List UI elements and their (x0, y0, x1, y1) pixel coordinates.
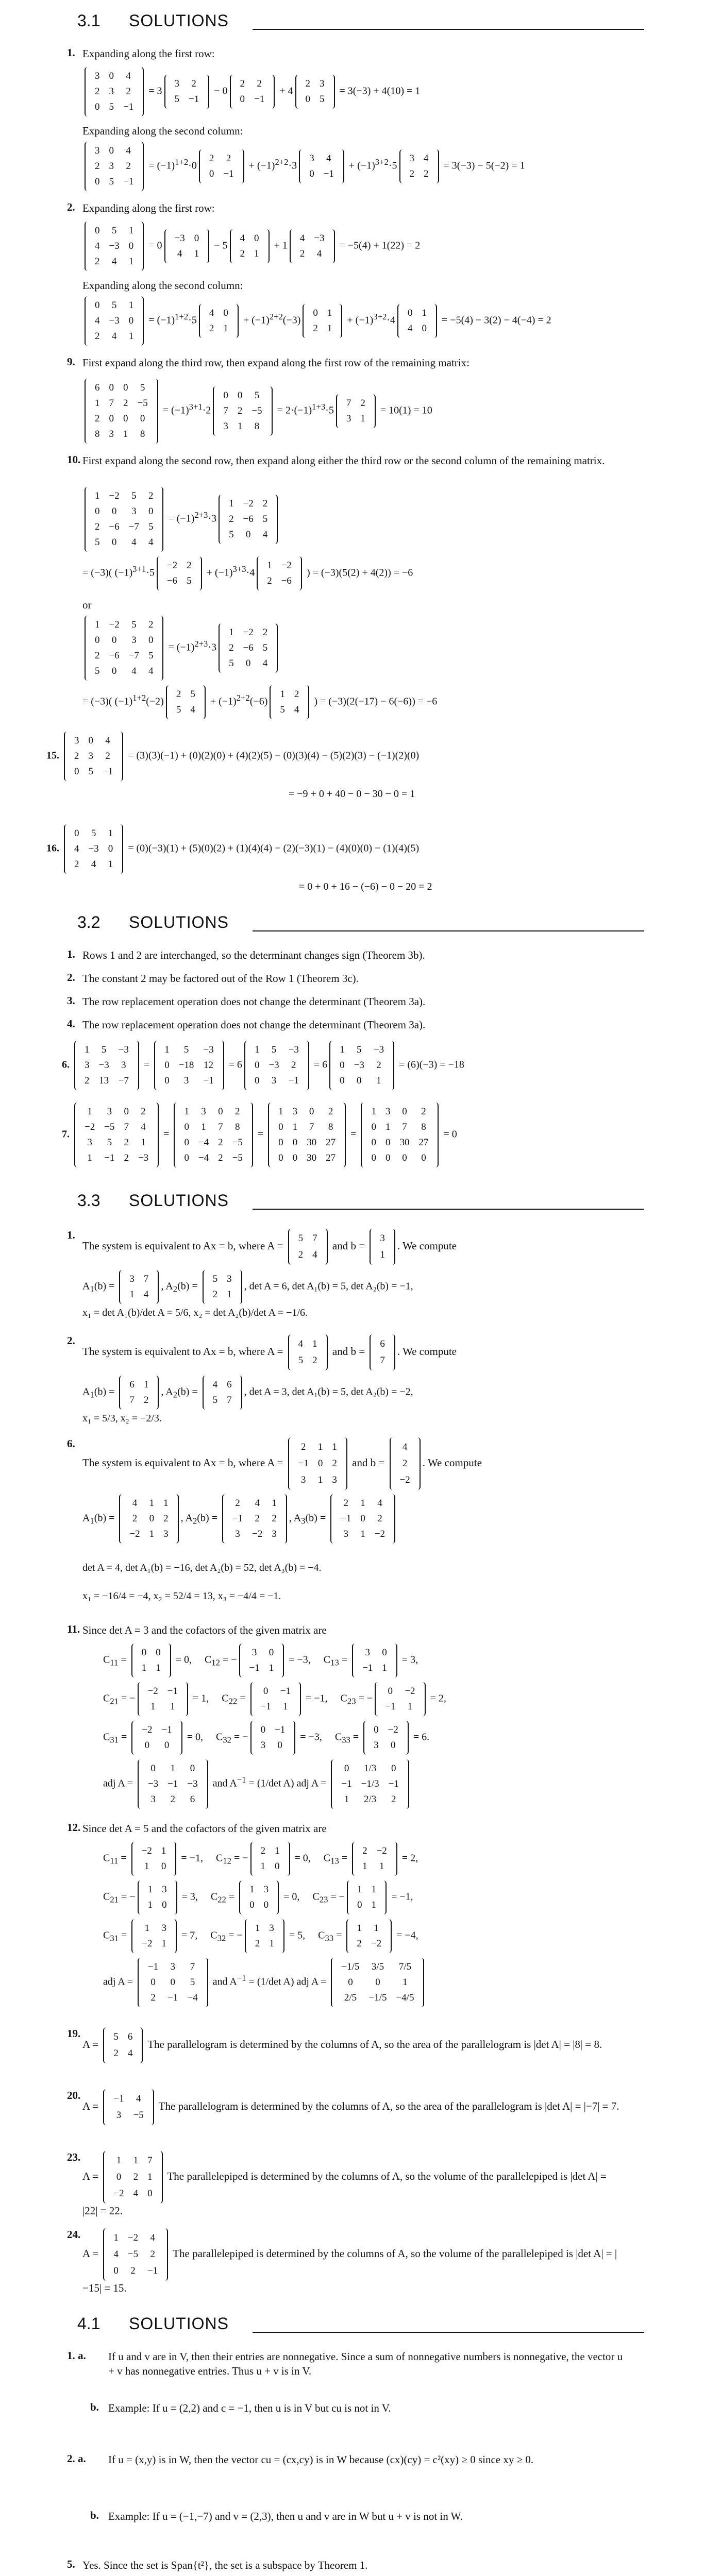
section-rule (253, 2332, 644, 2333)
problem-number: 2. (67, 1334, 75, 1347)
problem-number: 16. (46, 842, 59, 854)
problem-text: The row replacement operation does not change the determinant (Theorem 3a). (82, 1019, 426, 1031)
problem-number: 6. (62, 1059, 70, 1071)
problem-text: Expanding along the second column: (82, 279, 243, 292)
problem-text: A = −1 4 3 −5 The parallelogram is determined by the columns of A, so the area of the parallelogram is |det A| = |−7| = 7. (82, 2089, 624, 2125)
determinants: det A = 3, det A₁(b) = 5, det A₂(b) = −2, (249, 1386, 413, 1398)
problem-text: A = 1 −2 4 4 −5 2 0 2 −1 The parallelepiped is determined by the columns of A, so the volume of the parallelepiped is |det A| = |−15| = 15. (82, 2228, 624, 2295)
section-number: 3.3 (77, 1191, 100, 1210)
equation-3-1-1a: 3 0 4 2 3 2 0 5 −1 = 33 2 5 −1 − 02 2 0 −1 + 42 3 0 5 = 3(−3) + 4(10) = 1 (82, 67, 420, 116)
section-header-4-1 (52, 2308, 644, 2339)
result: = (−3)(5(2) + 4(2)) = −6 (312, 567, 413, 579)
cofactors-3-3-11-row1: $C_{11} = 0$ 0 1 1 = 0, $C_{12} = -3$ 0 −1 1 = −3, $C_{13} = 3$ 0 −1 1 = 3, (103, 1643, 418, 1677)
problem-text: A = 5 6 2 4 The parallelogram is determined by the columns of A, so the area of the parallelogram is |det A| = |8| = 8. (82, 2027, 624, 2063)
cofactors-3-3-12-row3: $C_{31} = 1$ 3 −2 1 = 7, $C_{32} = -1$ 3 2 1 = 5, $C_{33} = 1$ 1 2 −2 = −4, (103, 1919, 418, 1953)
problem-text: Since det A = 5 and the cofactors of the given matrix are (82, 1822, 327, 1835)
compute: We compute (427, 1456, 482, 1469)
problem-number: 1. (67, 46, 75, 59)
problem-text: Expanding along the first row: (82, 47, 215, 60)
equation-3-1-15b: = −9 + 0 + 40 − 0 − 30 − 0 = 1 (289, 788, 415, 800)
problem-number: 9. (67, 355, 75, 368)
problem-number: 12. (67, 1821, 81, 1834)
part-label: b. (90, 2509, 99, 2521)
equation-3-1-1b: 3 0 4 2 3 2 0 5 $-1 = (-1)^{1+2}\cdot 02$ 2 0 $-1 + (-1)^{2+2}\cdot 33$ 4 0 $-1 + (-1)^{3+2}\cdot 53$ 4 2 2 = 3(−3) − 5(−2) = 1 (82, 142, 525, 191)
cofactors-3-3-11-row3: $C_{31} = -2$ −1 0 0 = 0, $C_{32} = -0$ −1 3 0 = −3, $C_{33} = 0$ −2 3 0 = 6. (103, 1721, 429, 1755)
part-label: b. (90, 2401, 99, 2413)
section-number: 3.2 (77, 913, 100, 931)
equation-3-1-2b: 0 5 1 4 −3 0 2 4 $1 = (-1)^{1+2}\cdot 54$ 0 2 $1 + (-1)^{2+2}(-3)0$ 1 2 $1 + (-1)^{3+2}\cdot 40$ 1 4 0 = −5(4) − 3(2) − 4(−4) = 2 (82, 296, 551, 346)
result: = 10(1) = 10 (380, 404, 432, 416)
problem-text: Rows 1 and 2 are interchanged, so the determinant changes sign (Theorem 3b). (82, 949, 425, 961)
intro: The system is equivalent to Ax = b, where (82, 1456, 265, 1469)
problem-number: 2. (67, 971, 75, 984)
problem-text: The system is equivalent to Ax = b, where A = 2 1 1 −1 0 2 3 1 3 and b = 4 2 −2. We compute (82, 1437, 624, 1490)
problem-text: The constant 2 may be factored out of the Row 1 (Theorem 3c). (82, 972, 359, 985)
problem-number: 5. (67, 2558, 75, 2570)
equation-3-3-6: $A_1(b) = 4$ 1 1 2 0 2 −2 1 3, $A_2(b) = 2$ 4 1 −1 2 2 3 −2 3, $A_3(b) = 2$ 1 4 −1 0 2 3 1 −2 (82, 1494, 397, 1544)
problem-text: If u and v are in V, then their entries are nonnegative. Since a sum of nonnegative numbers is nonnegative, the vector u + v has nonnegative entries. Thus u + v is in V. (108, 2350, 623, 2377)
problem-text: The row replacement operation does not change the determinant (Theorem 3a). (82, 995, 426, 1008)
section-rule (253, 1209, 644, 1210)
cofactors-3-3-12-row1: $C_{11} = -2$ 1 1 0 = −1, $C_{12} = -2$ 1 1 0 = 0, $C_{13} = 2$ −2 1 1 = 2, (103, 1842, 418, 1876)
equation-3-2-6: 6. 1 5 −3 3 −3 3 2 13 −7 = 1 5 −3 0 −18 12 0 3 −1 = 61 5 −3 0 −3 2 0 3 −1 = 61 5 −3 0 −3 2 0 0 1 = (6)(−3) = −18 (62, 1041, 464, 1090)
problem-number: 11. (67, 1623, 80, 1635)
problem-number: 15. (46, 750, 59, 761)
equation-3-1-2a: 0 5 1 4 −3 0 2 4 1 = 0−3 0 4 1 − 54 0 2 1 + 14 −3 2 4 = −5(4) + 1(22) = 2 (82, 222, 420, 271)
problem-number: 6. (67, 1437, 75, 1450)
equation-3-1-10a: 1 −2 5 2 0 0 3 0 2 −6 −7 5 5 0 4 $4 = (-1)^{2+3}\cdot 31$ −2 2 2 −6 5 5 0 4 (82, 487, 280, 552)
solution-3-3-6: x₁ = −16/4 = −4, x₂ = 52/4 = 13, x₃ = −4/4 = −1. (82, 1590, 281, 1602)
solution-3-3-2: x₁ = 5/3, x₂ = −2/3. (82, 1413, 162, 1424)
result: = (3)(3)(−1) + (0)(2)(0) + (4)(2)(5) − (0)(3)(4) − (5)(2)(3) − (−1)(2)(0) (128, 750, 420, 761)
problem-text: A = 1 1 7 0 2 1 −2 4 0 The parallelepiped is determined by the columns of A, so the volume of the parallelepiped is |det A| = |22| = 22. (82, 2151, 624, 2218)
problem-number: 1. a. (67, 2349, 86, 2362)
problem-number: 23. (67, 2151, 81, 2163)
intro: The system is equivalent to Ax = b, where (82, 1345, 265, 1358)
problem-text: Expanding along the second column: (82, 125, 243, 137)
equation-3-1-10d: = (−3)( $(-1)^{1+2}(-2)2$ 5 5 $4 + (-1)^{2+2}(-6)1$ 2 5 4 ) = (−3)(2(−17) − 6(−6)) = −6 (82, 685, 437, 719)
section-rule (253, 930, 644, 931)
equation-3-1-15: 15. 3 0 4 2 3 2 0 5 −1 = (3)(3)(−1) + (0)(2)(0) + (4)(2)(5) − (0)(3)(4) − (5)(2)(3) − (−1)(2)(0) (46, 732, 419, 781)
problem-text: Since det A = 3 and the cofactors of the given matrix are (82, 1624, 327, 1636)
problem-number: 1. (67, 1229, 75, 1241)
determinants: det A = 6, det A₁(b) = 5, det A₂(b) = −1, (249, 1280, 413, 1292)
result: = (6)(−3) = −18 (399, 1059, 464, 1071)
equation-3-1-10c: 1 −2 5 2 0 0 3 0 2 −6 −7 5 5 0 4 $4 = (-1)^{2+3}\cdot 31$ −2 2 2 −6 5 5 0 4 (82, 616, 280, 681)
result: = (−3)(2(−17) − 6(−6)) = −6 (320, 696, 438, 707)
section-title: SOLUTIONS (129, 11, 229, 30)
section-title: SOLUTIONS (129, 2314, 229, 2333)
or-text: or (82, 599, 92, 611)
result: = (0)(−3)(1) + (5)(0)(2) + (1)(4)(4) − (2)(−3)(1) − (4)(0)(0) − (1)(4)(5) (128, 842, 420, 854)
compute: We compute (402, 1239, 457, 1252)
section-title: SOLUTIONS (129, 1191, 229, 1210)
problem-number: 3. (67, 994, 75, 1007)
section-number: 3.1 (77, 11, 100, 30)
determinants-3-3-6: det A = 4, det A₁(b) = −16, det A₂(b) = 52, det A₃(b) = −4. (82, 1562, 322, 1573)
result: = 3(−3) − 5(−2) = 1 (443, 160, 525, 172)
section-header-3-1 (52, 5, 644, 36)
explanation: The parallelogram is determined by the columns of A, so the area of the parallelogram is |det A| = |8| = 8. (147, 2038, 602, 2050)
equation-3-1-10b: = (−3)( $(-1)^{3+1}\cdot 5-2$ 2 −6 $5 + (-1)^{3+3}\cdot 41$ −2 2 −6 ) = (−3)(5(2) + 4(2)) = −6 (82, 556, 413, 590)
problem-text: The system is equivalent to Ax = b, where A = 5 7 2 4 and b = 3 1. We compute (82, 1229, 624, 1265)
section-rule (253, 29, 644, 30)
equation-3-3-1: $A_1(b) = 3$ 7 1 4, $A_2(b) = 5$ 3 2 1, det A = 6, det A₁(b) = 5, det A₂(b) = −1, (82, 1270, 413, 1304)
equation-3-1-16b: = 0 + 0 + 16 − (−6) − 0 − 20 = 2 (299, 881, 432, 892)
problem-text: Example: If u = (−1,−7) and v = (2,3), then u and v are in W but u + v is not in W. (108, 2510, 463, 2522)
problem-number: 1. (67, 948, 75, 960)
section-number: 4.1 (77, 2314, 100, 2333)
section-header-3-2 (52, 907, 644, 938)
adjugate-3-3-11: adj A = 0 1 0 −3 −1 −3 3 2 6 and $A^{-1} = (1/\det$ A) adj A = 0 1/3 0 −1 −1/3 −1 1 2/3 2 (103, 1759, 411, 1809)
problem-number: 20. (67, 2089, 81, 2102)
problem-number: 19. (67, 2027, 81, 2040)
result: = −5(4) + 1(22) = 2 (339, 240, 421, 251)
result: = 0 (443, 1128, 457, 1140)
problem-number: 7. (62, 1128, 70, 1140)
problem-text: The system is equivalent to Ax = b, where A = 4 1 5 2 and b = 6 7. We compute (82, 1334, 624, 1370)
compute: We compute (402, 1345, 457, 1358)
cofactors-3-3-12-row2: $C_{21} = -1$ 3 1 0 = 3, $C_{22} = 1$ 3 0 0 = 0, $C_{23} = -1$ 1 0 1 = −1, (103, 1880, 413, 1914)
problem-text: If u = (x,y) is in W, then the vector cu = (cx,cy) is in W because (cx)(cy) = c²(xy) ≥ 0 since xy ≥ 0. (108, 2453, 534, 2466)
problem-text: Yes. Since the set is Span{t²}, the set is a subspace by Theorem 1. (82, 2559, 368, 2571)
section-title: SOLUTIONS (129, 913, 229, 931)
adjugate-3-3-12: adj A = −1 3 7 0 0 5 2 −1 −4 and $A^{-1} = (1/\det$ A) adj A = −1/5 3/5 7/5 0 0 1 2/5 −1/5 −4/5 (103, 1958, 426, 2007)
result: = −5(4) − 3(2) − 4(−4) = 2 (442, 314, 551, 326)
problem-number: 24. (67, 2228, 81, 2241)
problem-number: 2. (67, 201, 75, 213)
equation-3-1-9: 6 0 0 5 1 7 2 −5 2 0 0 0 8 3 1 $8 = (-1)^{3+1}\cdot 20$ 0 5 7 2 −5 3 1 $8 = 2\cdot(-1)^{1+3}\cdot 57$ 2 3 1 = 10(1) = 10 (82, 379, 432, 444)
problem-text: First expand along the second row, then expand along either the third row or the second column of the remaining matrix. (82, 454, 605, 467)
problem-text: First expand along the third row, then expand along the first row of the remaining matrix: (82, 357, 470, 369)
problem-number: 10. (67, 453, 81, 466)
intro: The system is equivalent to Ax = b, where (82, 1239, 265, 1252)
explanation: The parallelepiped is determined by the columns of A, so the volume of the parallelepiped is |det A| = |22| = 22. (82, 2170, 607, 2217)
explanation: The parallelogram is determined by the columns of A, so the area of the parallelogram is |det A| = |−7| = 7. (158, 2099, 619, 2112)
cofactors-3-3-11-row2: $C_{21} = --2$ −1 1 1 = 1, $C_{22} = 0$ −1 −1 1 = −1, $C_{23} = -0$ −2 −1 1 = 2, (103, 1682, 446, 1716)
section-header-3-3 (52, 1185, 644, 1216)
equation-3-3-2: $A_1(b) = 6$ 1 7 2, $A_2(b) = 4$ 6 5 7, det A = 3, det A₁(b) = 5, det A₂(b) = −2, (82, 1376, 413, 1410)
problem-number: 4. (67, 1018, 75, 1030)
problem-number: 2. a. (67, 2452, 86, 2465)
equation-3-2-7: 7. 1 3 0 2 −2 −5 7 4 3 5 2 1 1 −1 2 −3 = 1 3 0 2 0 1 7 8 0 −4 2 −5 0 −4 2 −5 = 1 3 0 2 0 1 7 8 0 0 30 27 0 0 30 27 = 1 3 0 2 0 1 7 8 0 0 30 27 0 0 0 0 = 0 (62, 1103, 457, 1167)
result: = 3(−3) + 4(10) = 1 (339, 85, 421, 97)
solution-3-3-1: x₁ = det A₁(b)/det A = 5/6, x₂ = det A₂(b)/det A = −1/6. (82, 1307, 308, 1318)
problem-text: Example: If u = (2,2) and c = −1, then u is in V but cu is not in V. (108, 2402, 391, 2414)
equation-3-1-16: 16. 0 5 1 4 −3 0 2 4 1 = (0)(−3)(1) + (5)(0)(2) + (1)(4)(4) − (2)(−3)(1) − (4)(0)(0) − (1)(4)(5) (46, 824, 419, 874)
explanation: The parallelepiped is determined by the columns of A, so the volume of the parallelepiped is |det A| = |−15| = 15. (82, 2247, 617, 2294)
problem-text: Expanding along the first row: (82, 202, 215, 214)
